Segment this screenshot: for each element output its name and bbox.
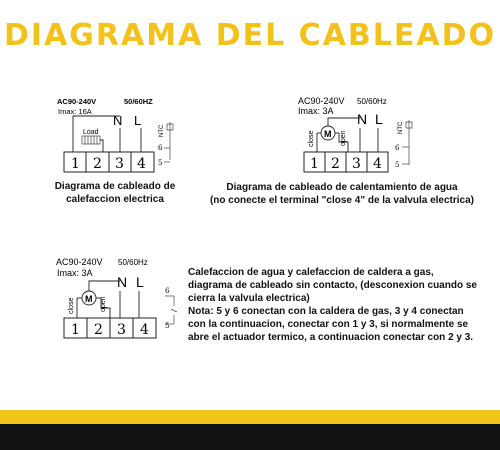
d2-caption (192, 181, 492, 207)
d2-ntc-label: NTC (398, 121, 404, 134)
d1-load-label: Load (83, 129, 99, 136)
d3-motor-icon: M (85, 294, 93, 304)
d1-terminal-2: 2 (93, 156, 102, 172)
d2-voltage: AC90-240V (298, 96, 345, 106)
d3-close-label: close (68, 297, 75, 314)
d2-frequency: 50/60Hz (357, 97, 387, 106)
d2-live-label: L (375, 111, 383, 127)
d2-terminal-4: 4 (373, 156, 382, 172)
diagram-water-heating (298, 96, 412, 172)
d3-side-6: 6 (165, 287, 170, 295)
d1-voltage: AC90-240V (57, 97, 97, 106)
d1-terminal-1: 1 (71, 156, 80, 172)
note-line-1: Calefaccion de agua y calefaccion de caldera a gas, (188, 267, 434, 278)
d2-open-label: open (340, 130, 347, 146)
d3-imax: Imax: 3A (57, 268, 93, 278)
d3-frequency: 50/60Hz (118, 258, 148, 267)
d2-terminal-2: 2 (331, 156, 340, 172)
note-line-3: cierra la valvula electrica) (188, 293, 310, 304)
diagram-electric-heating (57, 97, 173, 172)
d1-neutral-label: N (113, 113, 123, 128)
d1-frequency: 50/60HZ (124, 97, 153, 106)
d2-terminal-3: 3 (352, 156, 361, 172)
d2-motor-icon: M (324, 129, 332, 139)
d2-terminal-1: 1 (310, 156, 319, 172)
d3-side-contact (165, 296, 177, 324)
d2-caption-line-2: (no conecte el terminal "close 4" de la valvula electrica) (209, 195, 475, 206)
note-line-2: diagrama de cableado sin contacto, (desconexion cuando se (188, 280, 477, 291)
d3-voltage: AC90-240V (56, 257, 103, 267)
d3-terminal-2: 2 (94, 322, 103, 338)
d3-open-label: open (100, 296, 107, 312)
d1-side-5: 5 (158, 159, 163, 167)
note-line-6: abre el actuador termico, a continuacion conectar con 2 y 3. (188, 332, 474, 343)
d2-neutral-label: N (357, 111, 368, 127)
d2-caption-line-1: Diagrama de cableado de calentamiento de agua (226, 182, 458, 193)
note-line-5: con la continuacion, conectar con 1 y 3, si normalmente se (188, 319, 469, 330)
d3-live-label: L (136, 274, 144, 290)
diagram-gas-boiler (56, 257, 177, 338)
d1-terminal-3: 3 (115, 156, 124, 172)
d1-ntc-label: NTC (159, 124, 165, 137)
d3-terminal-3: 3 (117, 322, 126, 338)
d2-side-5: 5 (395, 161, 400, 169)
page-title: DIAGRAMA DEL CABLEADO (3, 18, 497, 53)
d3-side-5: 5 (165, 322, 170, 330)
footer-stripe-yellow (0, 410, 500, 424)
d3-note (188, 266, 496, 344)
d3-neutral-label: N (117, 274, 128, 290)
d1-caption (44, 180, 186, 206)
d1-caption-line-1: Diagrama de cableado de (54, 181, 176, 192)
d1-imax: Imax: 16A (58, 107, 92, 116)
d1-load-symbol (82, 136, 100, 144)
d2-side-6: 6 (395, 144, 400, 152)
note-line-4: Nota: 5 y 6 conectan con la caldera de gas, 3 y 4 conectan (188, 306, 464, 317)
d2-close-label: close (308, 130, 315, 147)
d1-caption-line-2: calefaccion electrica (66, 194, 164, 205)
d1-ntc-symbol (164, 122, 173, 162)
d3-terminal-4: 4 (140, 322, 149, 338)
d3-terminal-1: 1 (71, 322, 80, 338)
d1-live-label: L (134, 113, 142, 128)
d2-imax: Imax: 3A (298, 106, 334, 116)
footer-stripe-black (0, 424, 500, 450)
d1-side-6: 6 (158, 144, 163, 152)
d1-terminal-4: 4 (137, 156, 146, 172)
